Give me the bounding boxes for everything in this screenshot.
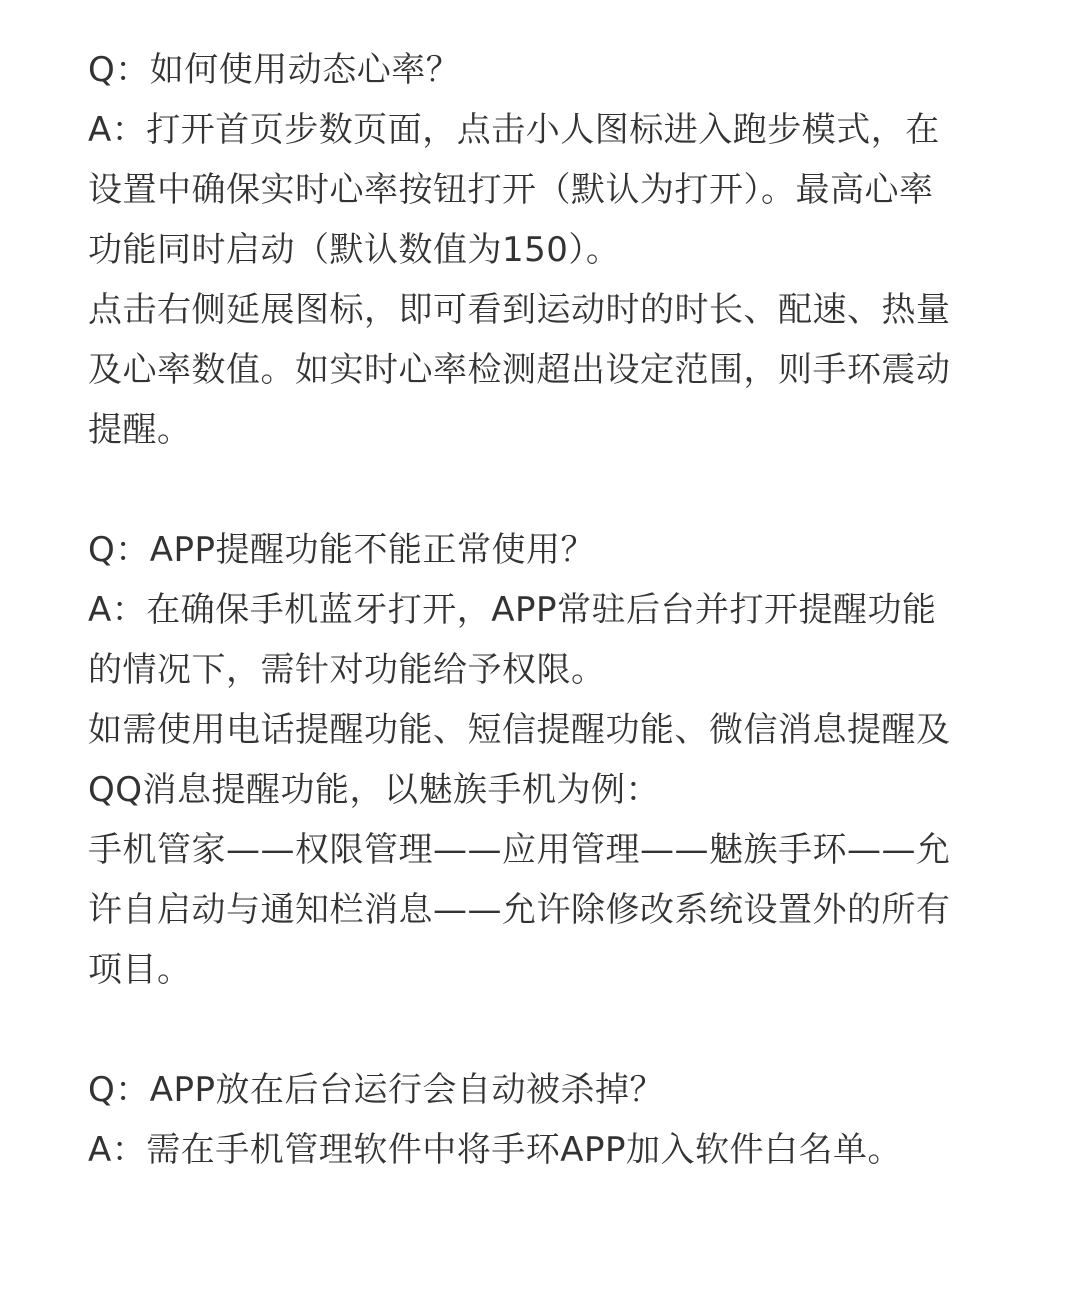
answer-text: 点击右侧延展图标，即可看到运动时的时长、配速、热量 [88,290,951,330]
answer-text: 许自启动与通知栏消息——允许除修改系统设置外的所有 [88,890,951,930]
answer-text: QQ消息提醒功能，以魅族手机为例： [88,770,661,810]
faq-item-heart-rate [88,40,992,460]
section-gap [88,460,992,520]
answer-text: 手机管家——权限管理——应用管理——魅族手环——允 [88,830,951,870]
faq-item-notifications [88,520,992,1000]
answer-text: 及心率数值。如实时心率检测超出设定范围，则手环震动 [88,350,951,390]
question-text: Q：APP放在后台运行会自动被杀掉？ [88,1070,665,1110]
answer-text: A：需在手机管理软件中将手环APP加入软件白名单。 [88,1130,903,1170]
answer-text: 的情况下，需针对功能给予权限。 [88,650,606,690]
question-text: Q：APP提醒功能不能正常使用？ [88,530,596,570]
answer-text: 功能同时启动（默认数值为150）。 [88,230,621,270]
answer-text: A：在确保手机蓝牙打开，APP常驻后台并打开提醒功能 [88,590,937,630]
answer-text: 提醒。 [88,410,192,450]
faq-item-background [88,1060,992,1180]
question-text: Q：如何使用动态心率？ [88,50,461,90]
answer-text: A：打开首页步数页面，点击小人图标进入跑步模式，在 [88,110,940,150]
answer-text: 设置中确保实时心率按钮打开（默认为打开）。最高心率 [88,170,934,210]
answer-text: 如需使用电话提醒功能、短信提醒功能、微信消息提醒及 [88,710,951,750]
answer-text: 项目。 [88,950,192,990]
section-gap [88,1000,992,1060]
faq-content [88,40,992,1180]
